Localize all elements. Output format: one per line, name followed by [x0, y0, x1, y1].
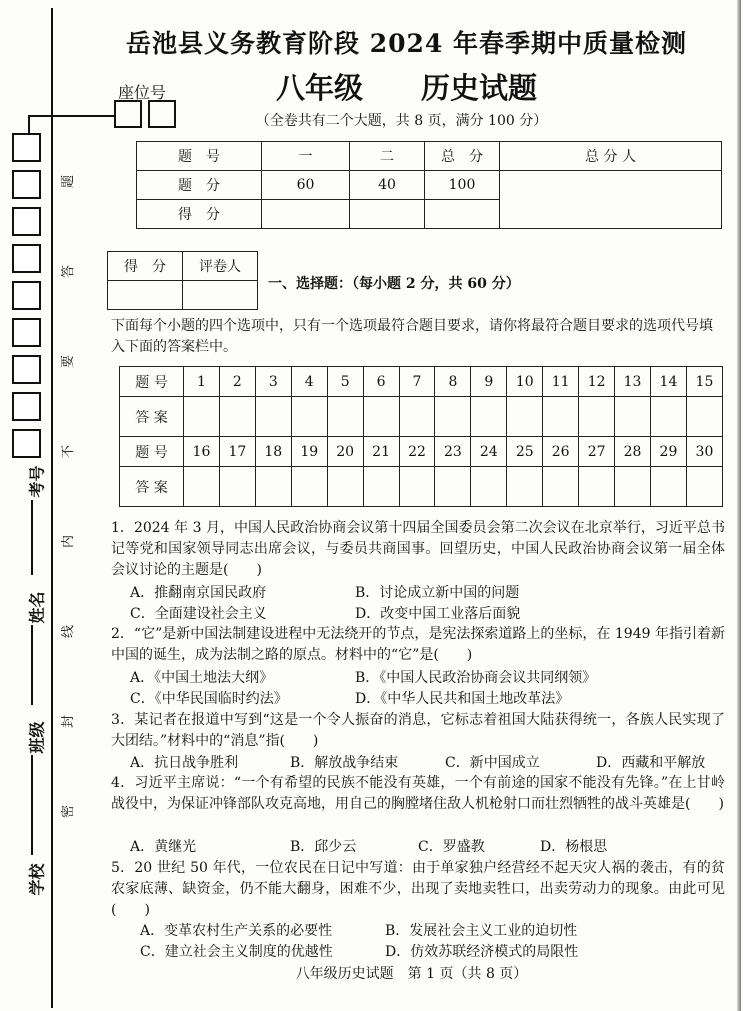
grader-score-label: 得 分: [108, 252, 183, 281]
score-entry-cell[interactable]: [425, 200, 500, 229]
question-2-option-d[interactable]: D．《中华人民共和国土地改革法》: [355, 691, 570, 707]
id-digit-box[interactable]: [12, 244, 41, 273]
answer-cell[interactable]: [507, 397, 543, 437]
answer-cell[interactable]: [650, 467, 686, 507]
question-number-cell: 13: [615, 367, 651, 397]
id-digit-box[interactable]: [12, 355, 41, 384]
score-header-cell: 一: [262, 142, 350, 171]
question-5-option-b[interactable]: B．发展社会主义工业的迫切性: [385, 923, 578, 939]
class-label: 班级: [27, 721, 47, 754]
question-3-option-a[interactable]: A．抗日战争胜利: [130, 755, 239, 771]
question-number-cell: 10: [507, 367, 543, 397]
seal-char-5: 内: [61, 534, 77, 549]
answer-cell[interactable]: [255, 467, 291, 507]
question-number-cell: 6: [363, 367, 399, 397]
question-number-cell: 29: [650, 437, 686, 467]
answer-cell[interactable]: [219, 467, 255, 507]
class-line[interactable]: [31, 755, 33, 855]
name-label: 姓名: [27, 591, 47, 624]
question-number-cell: 15: [686, 367, 722, 397]
page-edge-shadow: [737, 0, 741, 1011]
answer-cell[interactable]: [219, 397, 255, 437]
answer-cell[interactable]: [327, 467, 363, 507]
question-number-cell: 5: [327, 367, 363, 397]
answer-cell[interactable]: [363, 467, 399, 507]
question-2-option-a[interactable]: A．《中国土地法大纲》: [130, 670, 274, 686]
grader-name-label: 评卷人: [183, 252, 258, 281]
grader-name-entry[interactable]: [183, 281, 258, 310]
question-number-cell: 27: [579, 437, 615, 467]
question-3-option-b[interactable]: B．解放战争结束: [290, 755, 399, 771]
exam-number-label: 考号: [27, 465, 47, 498]
question-2-option-b[interactable]: B．《中国人民政治协商会议共同纲领》: [355, 670, 597, 686]
id-digit-box[interactable]: [12, 133, 41, 162]
question-2-option-c[interactable]: C．《中华民国临时约法》: [130, 691, 288, 707]
question-5-option-c[interactable]: C．建立社会主义制度的优越性: [140, 944, 333, 960]
question-number-cell: 14: [650, 367, 686, 397]
seal-char-1: 题: [61, 174, 77, 189]
answer-cell[interactable]: [435, 397, 471, 437]
score-cell: 得 分: [137, 200, 262, 229]
question-4-option-b[interactable]: B．邱少云: [290, 839, 357, 855]
question-number-cell: 25: [507, 437, 543, 467]
answer-cell[interactable]: [471, 397, 507, 437]
question-number-cell: 30: [686, 437, 722, 467]
exam-subtitle: 八年级 历史试题: [275, 71, 537, 105]
question-number-cell: 7: [399, 367, 435, 397]
question-number-cell: 21: [363, 437, 399, 467]
seal-char-3: 要: [61, 354, 77, 369]
answer-cell[interactable]: [686, 467, 722, 507]
question-4-option-a[interactable]: A．黄继光: [130, 839, 197, 855]
exam-note: （全卷共有二个大题，共 8 页，满分 100 分）: [255, 113, 548, 129]
score-header-cell: 题 号: [137, 142, 262, 171]
answer-cell[interactable]: [255, 397, 291, 437]
question-1-stem: 1．2024 年 3 月，中国人民政治协商会议第十四届全国委员会第二次会议在北京举行，习近平总书记等党和国家领导同志出席会议，与委员共商国事。回望历史，中国人民政治协商会议第一届全体会议讨论的主题是( ): [111, 520, 725, 578]
margin-divider-line: [51, 8, 53, 1008]
score-table: [136, 141, 722, 229]
question-number-cell: 12: [579, 367, 615, 397]
score-cell: 题 分: [137, 171, 262, 200]
id-digit-box[interactable]: [12, 429, 41, 458]
answer-cell[interactable]: [543, 467, 579, 507]
question-5-option-d[interactable]: D．仿效苏联经济模式的局限性: [385, 944, 579, 960]
question-number-cell: 4: [291, 367, 327, 397]
section-title: 一、选择题：（每小题 2 分，共 60 分）: [268, 276, 520, 292]
answer-cell[interactable]: [399, 467, 435, 507]
school-label: 学校: [27, 863, 47, 896]
answer-cell[interactable]: [543, 397, 579, 437]
question-1-option-b[interactable]: B．讨论成立新中国的问题: [355, 585, 520, 601]
seal-char-2: 答: [61, 264, 77, 279]
answer-cell[interactable]: [435, 467, 471, 507]
question-4-stem: 4．习近平主席说：“一个有希望的民族不能没有英雄，一个有前途的国家不能没有先锋。”在上甘岭战役中，为保证冲锋部队攻克高地，用自己的胸膛堵住敌人机枪射口而壮烈牺牲的战斗英雄是( ): [111, 775, 725, 812]
question-5-stem: 5．20 世纪 50 年代，一位农民在日记中写道：由于单家独户经营经不起天灾人祸的袭击，有的贫农家底薄、缺资金，仍不能大翻身，困难不少，出现了卖地卖牲口，出卖劳动力的现象。由此可见( ): [111, 860, 725, 918]
answer-row-label: 题 号: [120, 437, 184, 467]
score-header-cell: 总 分 人: [500, 142, 722, 171]
question-number-cell: 17: [219, 437, 255, 467]
question-4-option-c[interactable]: C．罗盛教: [418, 839, 485, 855]
answer-cell[interactable]: [579, 397, 615, 437]
grader-score-entry[interactable]: [108, 281, 183, 310]
question-number-cell: 20: [327, 437, 363, 467]
question-number-cell: 9: [471, 367, 507, 397]
answer-cell[interactable]: [650, 397, 686, 437]
answer-cell[interactable]: [615, 397, 651, 437]
scorer-signature-cell[interactable]: [500, 171, 722, 229]
question-5-option-a[interactable]: A．变革农村生产关系的必要性: [140, 923, 333, 939]
seal-char-4: 不: [61, 444, 77, 459]
answer-row-label: 题 号: [120, 367, 184, 397]
question-number-cell: 24: [471, 437, 507, 467]
question-2-stem: 2．“它”是新中国法制建设进程中无法绕开的节点，是宪法探索道路上的坐标，在 1949 年指引着新中国的诞生，成为法制之路的原点。材料中的“它”是( ): [111, 626, 725, 663]
answer-cell[interactable]: [291, 397, 327, 437]
id-digit-box[interactable]: [12, 392, 41, 421]
page-footer: 八年级历史试题 第 1 页（共 8 页）: [295, 966, 528, 982]
id-digit-box[interactable]: [12, 207, 41, 236]
seal-char-6: 线: [61, 624, 77, 639]
question-number-cell: 22: [399, 437, 435, 467]
answer-cell[interactable]: [686, 397, 722, 437]
question-number-cell: 26: [543, 437, 579, 467]
seal-char-8: 密: [61, 804, 77, 819]
question-1-option-a[interactable]: A．推翻南京国民政府: [130, 585, 267, 601]
exam-number-line[interactable]: [31, 500, 33, 575]
question-number-cell: 16: [184, 437, 220, 467]
question-3-option-c[interactable]: C．新中国成立: [445, 755, 540, 771]
question-number-cell: 19: [291, 437, 327, 467]
score-cell: 60: [262, 171, 350, 200]
seal-char-7: 封: [61, 714, 77, 729]
question-1-option-d[interactable]: D．改变中国工业落后面貌: [355, 606, 521, 622]
question-number-cell: 3: [255, 367, 291, 397]
id-digit-box[interactable]: [12, 281, 41, 310]
question-number-cell: 28: [615, 437, 651, 467]
answer-cell[interactable]: [507, 467, 543, 507]
answer-cell[interactable]: [471, 467, 507, 507]
answer-cell[interactable]: [184, 397, 220, 437]
question-number-cell: 23: [435, 437, 471, 467]
question-number-cell: 8: [435, 367, 471, 397]
answer-table: [119, 366, 723, 507]
question-3-stem: 3．某记者在报道中写到“这是一个令人振奋的消息，它标志着祖国大陆获得统一，各族人民实现了大团结。”材料中的“消息”指( ): [111, 712, 725, 749]
answer-cell[interactable]: [184, 467, 220, 507]
score-entry-cell[interactable]: [262, 200, 350, 229]
answer-cell[interactable]: [291, 467, 327, 507]
exam-title: 岳池县义务教育阶段 2024 年春季期中质量检测: [126, 29, 687, 58]
section-instruction: 下面每个小题的四个选项中，只有一个选项最符合题目要求，请你将最符合题目要求的选项代号填入下面的答案栏中。: [111, 318, 713, 355]
score-header-cell: 总 分: [425, 142, 500, 171]
question-1-option-c[interactable]: C．全面建设社会主义: [130, 606, 267, 622]
question-number-cell: 18: [255, 437, 291, 467]
question-number-cell: 11: [543, 367, 579, 397]
id-digit-box[interactable]: [12, 318, 41, 347]
answer-cell[interactable]: [399, 397, 435, 437]
name-line[interactable]: [31, 625, 33, 705]
answer-cell[interactable]: [327, 397, 363, 437]
answer-row-label: 答 案: [120, 397, 184, 437]
question-number-cell: 2: [219, 367, 255, 397]
answer-cell[interactable]: [579, 467, 615, 507]
grader-table: [107, 251, 258, 310]
score-entry-cell[interactable]: [350, 200, 425, 229]
score-cell: 40: [350, 171, 425, 200]
answer-cell[interactable]: [615, 467, 651, 507]
score-cell: 100: [425, 171, 500, 200]
score-header-cell: 二: [350, 142, 425, 171]
question-3-option-d[interactable]: D．西藏和平解放: [596, 755, 706, 771]
seat-number-label: 座位号: [118, 83, 167, 102]
answer-cell[interactable]: [363, 397, 399, 437]
answer-row-label: 答 案: [120, 467, 184, 507]
question-4-option-d[interactable]: D．杨根思: [540, 839, 608, 855]
id-digit-box[interactable]: [12, 170, 41, 199]
question-number-cell: 1: [184, 367, 220, 397]
